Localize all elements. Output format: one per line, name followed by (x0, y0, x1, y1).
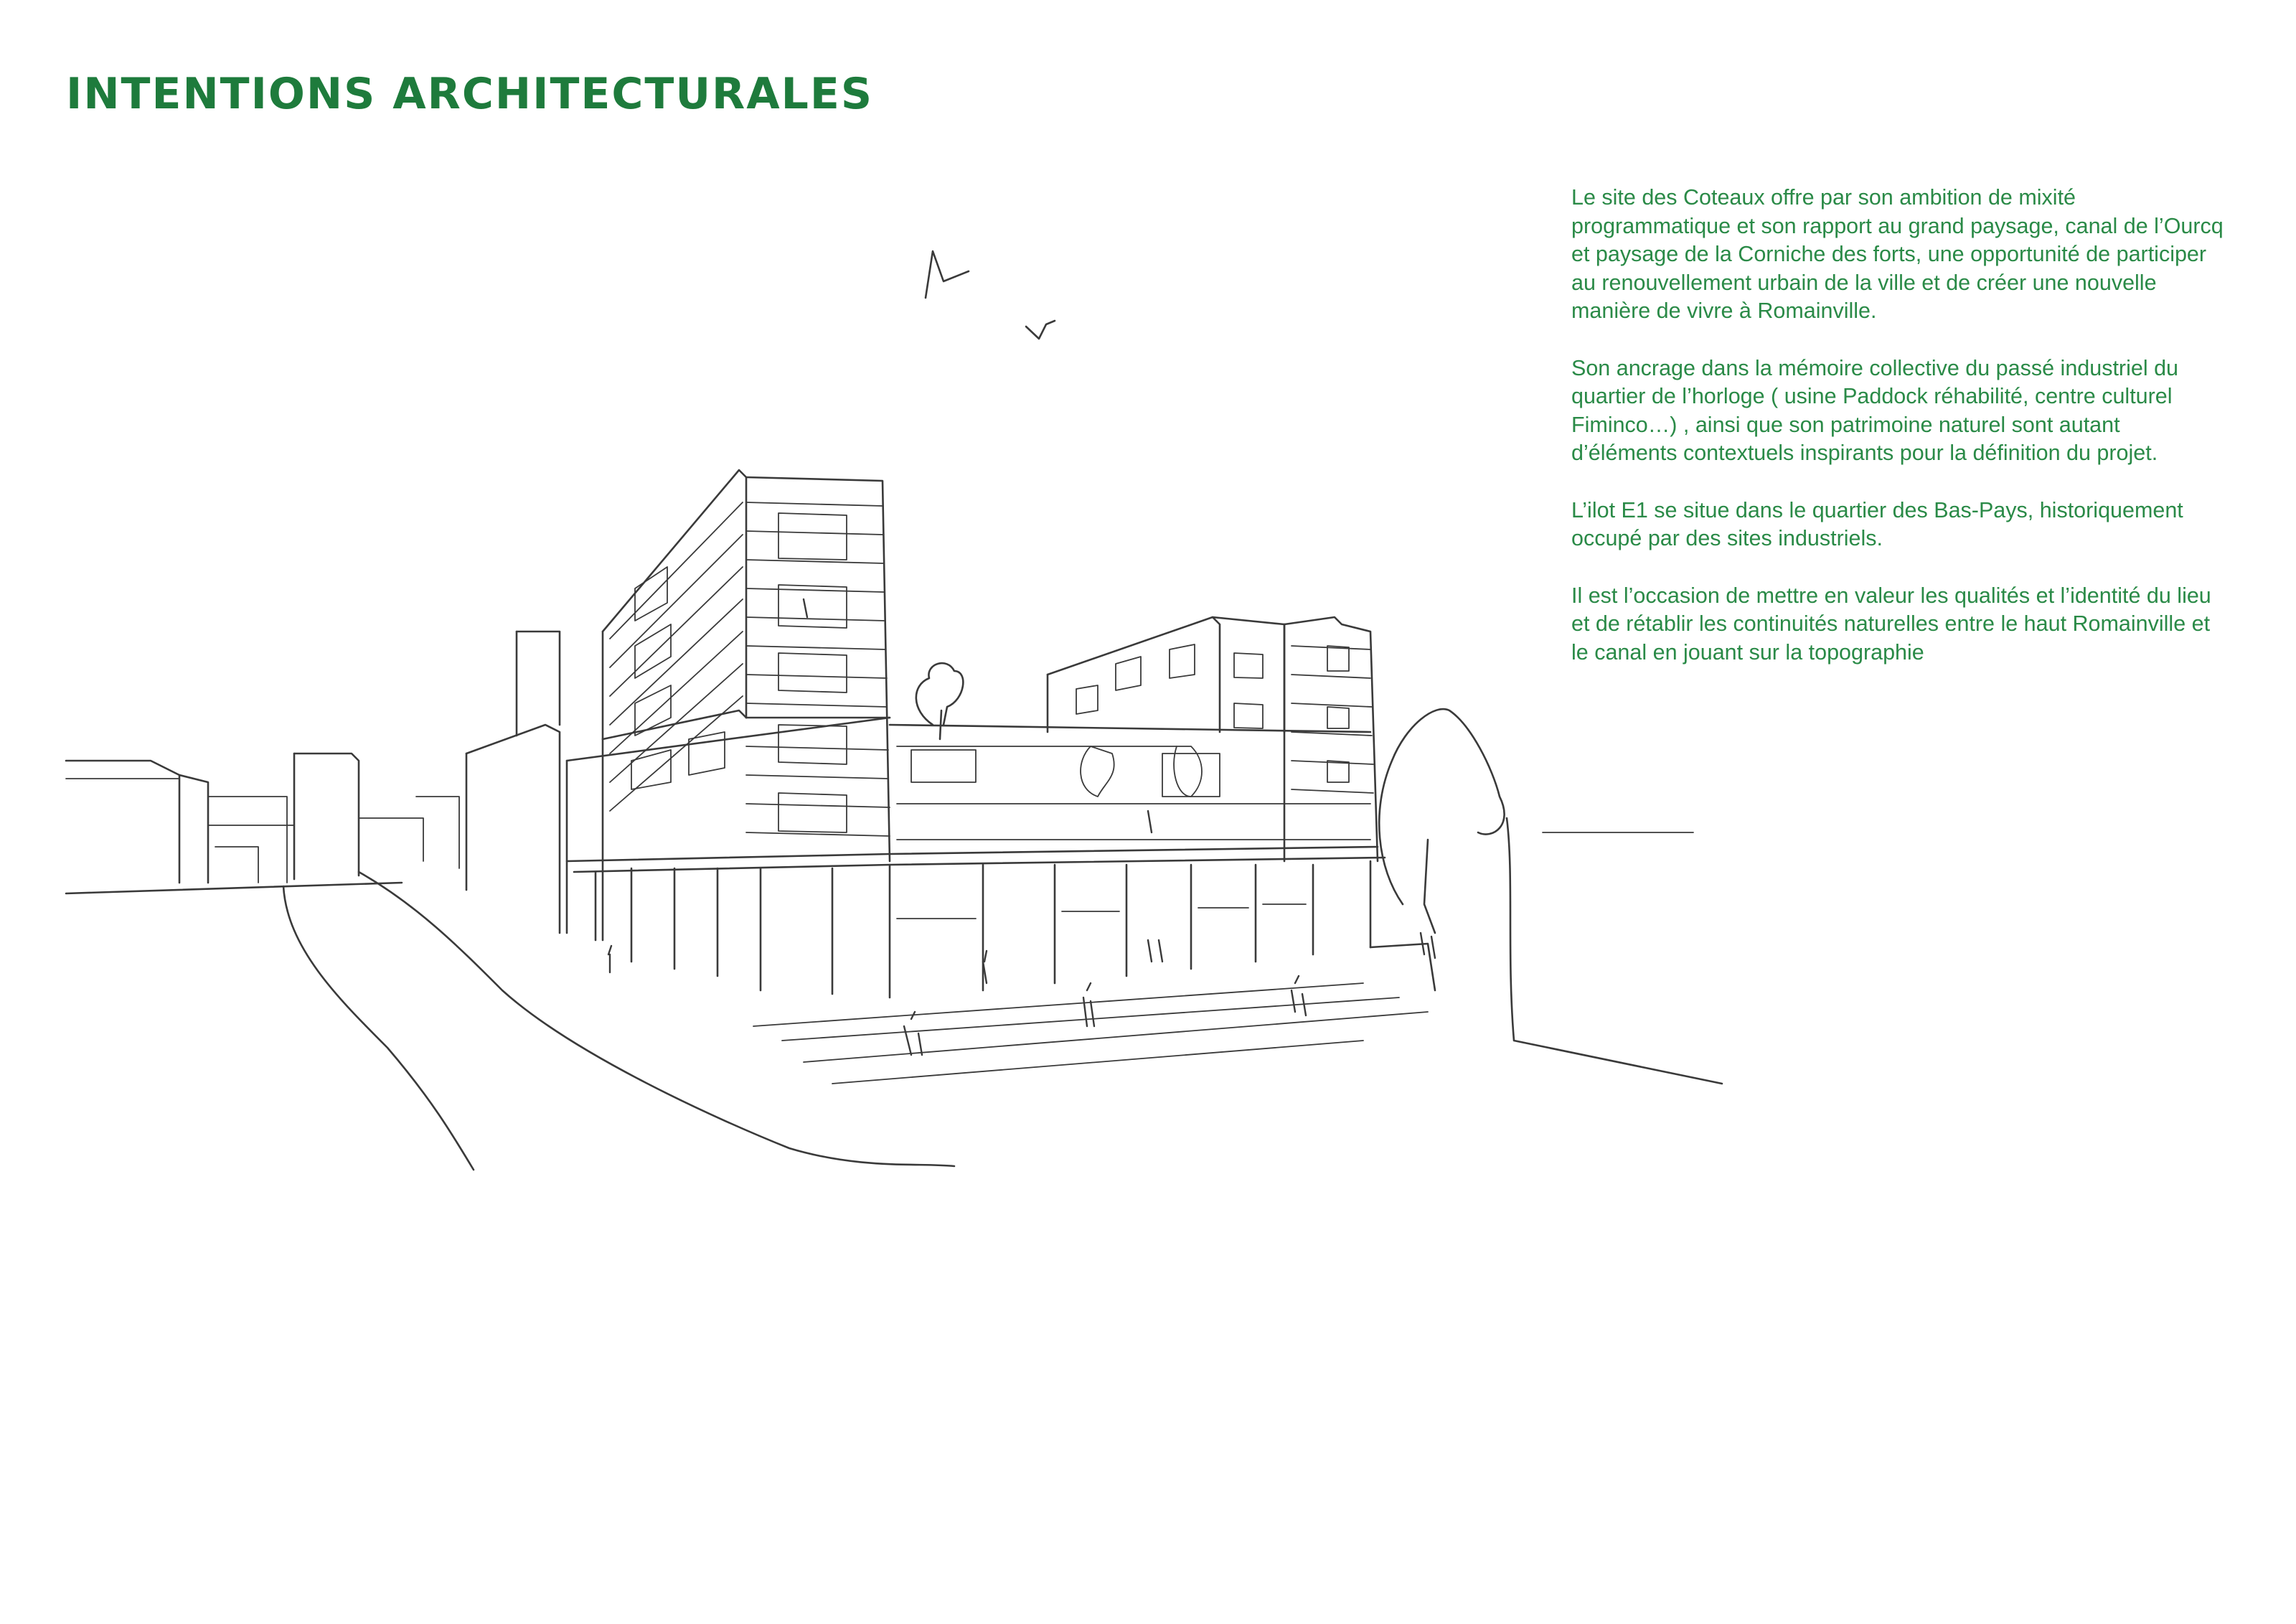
paragraph-occasion: Il est l’occasion de mettre en valeur les qualités et l’identité du lieu et de rétablir les continuités naturelles entre le haut Romainville et le canal en jouant sur la topographie (1571, 583, 2211, 665)
road-left-edge (283, 886, 474, 1170)
tree-sketch (1379, 709, 1504, 933)
plaza-ground (753, 818, 1722, 1084)
bird-sketch (1026, 321, 1055, 339)
paragraph-memoire-industrielle: Son ancrage dans la mémoire collective du passé industriel du quartier de l’horloge ( usine Paddock réhabilité, centre culturel Fiminco…) , ainsi que son patrimoine naturel sont autant d’éléments contextuels inspirants pour la définition du projet. (1571, 355, 2179, 465)
right-building (890, 617, 1378, 861)
page-title: INTENTIONS ARCHITECTURALES (66, 69, 874, 119)
paragraph-ilot-e1: L’ilot E1 se situe dans le quartier des Bas-Pays, historiquement occupé par des sites industriels. (1571, 497, 2183, 550)
road-right-edge (359, 872, 954, 1166)
tree-sketch (916, 663, 964, 739)
bird-sketch (926, 251, 969, 298)
background-buildings (66, 632, 560, 933)
paragraph-site-coteaux: Le site des Coteaux offre par son ambition de mixité programmatique et son rapport au grand paysage, canal de l’Ourcq et paysage de la Corniche des forts, une opportunité de participer au renouvellement urbain de la ville et de créer une nouvelle manière de vivre à Romainville. (1571, 185, 2224, 323)
tree-sketch (1081, 746, 1114, 797)
